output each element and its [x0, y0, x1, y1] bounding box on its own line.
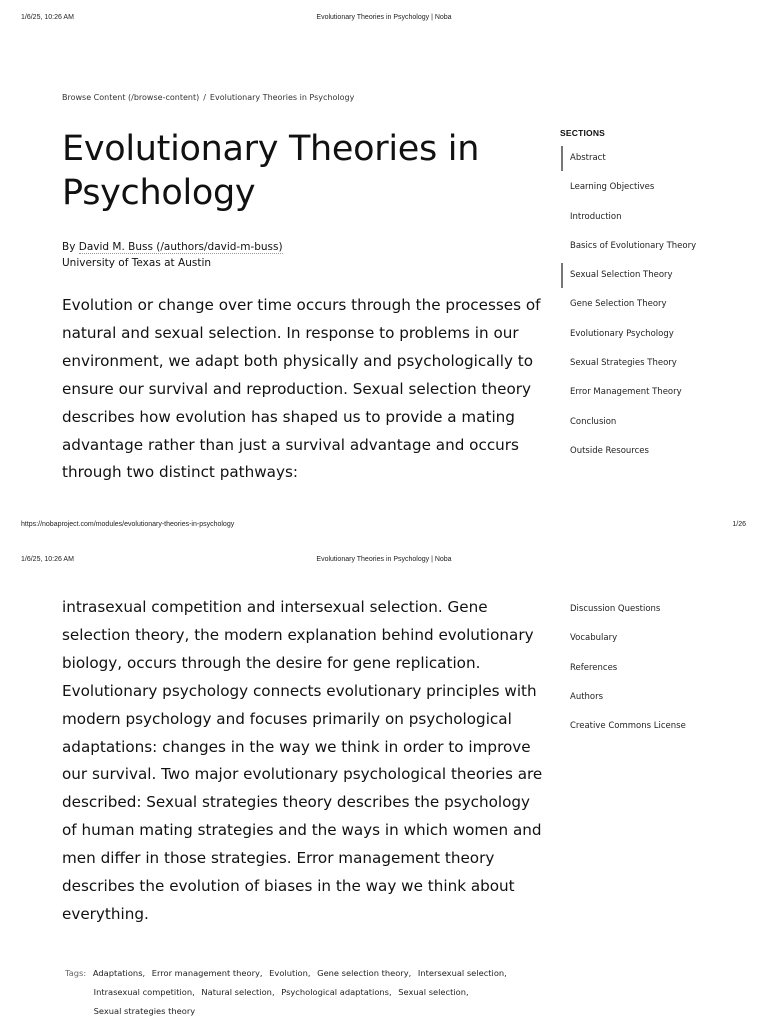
tag-link[interactable]: Error management theory,: [151, 968, 263, 978]
breadcrumb-current: Evolutionary Theories in Psychology: [209, 93, 355, 102]
section-link-sexual-selection-theory[interactable]: Sexual Selection Theory: [560, 261, 750, 290]
section-link-authors[interactable]: Authors: [570, 691, 604, 702]
sections-nav-continued: [560, 595, 750, 741]
breadcrumb: [62, 93, 354, 102]
author-link[interactable]: David M. Buss (/authors/david-m-buss): [78, 241, 283, 253]
print-page-number: 1/26: [732, 521, 746, 528]
tag-link[interactable]: Intrasexual competition,: [93, 987, 195, 997]
tag-link[interactable]: Intersexual selection,: [417, 968, 507, 978]
tag-link[interactable]: Natural selection,: [201, 987, 275, 997]
sections-heading: SECTIONS: [560, 128, 606, 138]
section-link-sexual-strategies-theory[interactable]: Sexual Strategies Theory: [570, 358, 677, 369]
print-datetime: 1/6/25, 10:26 AM: [21, 14, 74, 21]
section-link-error-management-theory[interactable]: Error Management Theory: [570, 387, 682, 398]
breadcrumb-separator: /: [203, 93, 206, 102]
print-header-page2: [0, 556, 768, 570]
section-link-outside-resources[interactable]: Outside Resources: [570, 445, 649, 456]
section-link-abstract[interactable]: Abstract: [560, 144, 750, 173]
byline: [62, 239, 283, 271]
section-link-introduction[interactable]: Introduction: [570, 211, 622, 222]
section-link-evolutionary-psychology[interactable]: Evolutionary Psychology: [570, 328, 674, 339]
author-affiliation: University of Texas at Austin: [62, 257, 212, 269]
section-link-vocabulary[interactable]: Vocabulary: [570, 633, 618, 644]
tags-label: Tags:: [65, 968, 87, 978]
section-link-references[interactable]: References: [570, 662, 618, 673]
tag-link[interactable]: Adaptations,: [92, 968, 146, 978]
byline-prefix: By: [62, 241, 79, 253]
section-link-conclusion[interactable]: Conclusion: [570, 416, 617, 427]
print-page-title: Evolutionary Theories in Psychology | Noba: [316, 556, 452, 563]
tag-link[interactable]: Psychological adaptations,: [281, 987, 392, 997]
section-link-gene-selection-theory[interactable]: Gene Selection Theory: [570, 299, 667, 310]
print-footer: [0, 521, 768, 535]
print-datetime: 1/6/25, 10:26 AM: [21, 556, 74, 563]
section-link-creative-commons-license[interactable]: Creative Commons License: [570, 721, 686, 732]
breadcrumb-browse-link[interactable]: Browse Content (/browse-content): [62, 93, 200, 102]
tag-link[interactable]: Gene selection theory,: [317, 968, 412, 978]
section-link-learning-objectives[interactable]: Learning Objectives: [570, 182, 655, 193]
section-link-basics-of-evolutionary-theory[interactable]: Basics of Evolutionary Theory: [570, 240, 697, 251]
section-link-discussion-questions[interactable]: Discussion Questions: [570, 604, 661, 614]
sections-nav: [560, 128, 750, 466]
tag-link[interactable]: Evolution,: [269, 968, 311, 978]
print-header: [0, 14, 768, 28]
abstract-paragraph-part1: Evolution or change over time occurs through the processes of natural and sexual selection. In response to problems in our environment, we adapt both physically and psychologically to ensure our survival and reproduction. Sexual selection theory describes how evolution has shaped us to provide a mating advantage rather than just a survival advantage and occurs through two distinct pathways:: [62, 296, 541, 482]
print-page-title: Evolutionary Theories in Psychology | Noba: [316, 14, 452, 21]
page-title: Evolutionary Theories in Psychology: [62, 129, 480, 213]
tags-list: [65, 964, 545, 1021]
print-url: https://nobaproject.com/modules/evolutionary-theories-in-psychology: [21, 521, 235, 528]
abstract-paragraph-part2: intrasexual competition and intersexual selection. Gene selection theory, the modern explanation behind evolutionary biology, occurs through the desire for gene replication. Evolutionary psychology connects evolutionary principles with modern psychology and focuses primarily on psychological adaptations: changes in the way we think in order to improve our survival. Two major evolutionary psychological theories are described: Sexual strategies theory describes the psychology of human mating strategies and the ways in which women and men differ in those strategies. Error management theory describes the evolution of biases in the way we think about everything.: [62, 598, 543, 923]
tag-link[interactable]: Sexual selection,: [398, 987, 469, 997]
tag-link[interactable]: Sexual strategies theory: [93, 1006, 196, 1016]
